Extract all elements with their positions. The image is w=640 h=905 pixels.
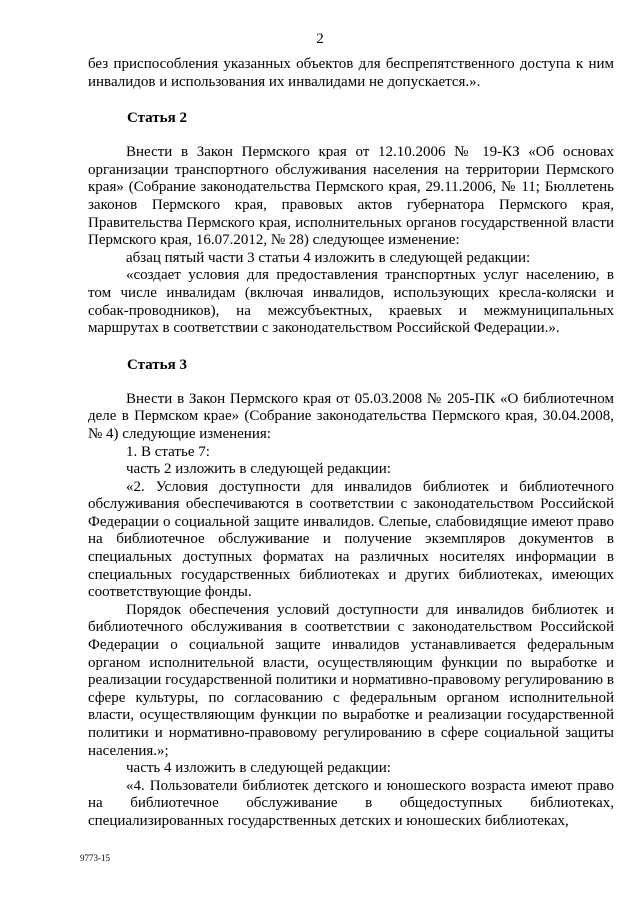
spacer <box>88 91 614 109</box>
article-2-paragraph: «создает условия для предоставления транспортных услуг населению, в том числе инвалидам (включая инвалидов, использующих кресла-коляски и собак-проводников), на межсубъектных, краевых и межмуниципальных маршрутах в соответствии с законодательством Российской Федерации.». <box>88 267 614 337</box>
spacer <box>88 374 614 391</box>
article-2-paragraph: абзац пятый части 3 статьи 4 изложить в следующей редакции: <box>126 249 531 266</box>
article-2-heading: Статья 2 <box>127 110 187 127</box>
document-code: 9773-15 <box>80 853 110 863</box>
article-3-paragraph: «4. Пользователи библиотек детского и юношеского возраста имеют право на библиотечное обслуживание в общедоступных библиотеках, специализированных государственных детских и юношеских библиотеках, <box>88 777 614 829</box>
article-3-heading: Статья 3 <box>127 356 187 373</box>
article-2-paragraph: Внести в Закон Пермского края от 12.10.2006 № 19-КЗ «Об основах организации транспортного обслуживания населения на территории Пермского края» (Собрание законодательства Пермского края, 29.11.2006, № 11; Бюллетень законов Пермского края, правовых актов губернатора Пермского края, Правительства Пермского края, исполнительных органов государственной власти Пермского края, 16.07.2012, № 28) следующее изменение: <box>88 144 614 249</box>
document-body <box>88 56 614 831</box>
article-3-paragraph: Внести в Закон Пермского края от 05.03.2008 № 205-ПК «О библиотечном деле в Пермском крае» (Собрание законодательства Пермского края, 30.04.2008, № 4) следующие изменения: <box>88 390 614 442</box>
spacer <box>88 338 614 356</box>
intro-paragraph: без приспособления указанных объектов для беспрепятственного доступа к ним инвалидов и использования их инвалидами не допускается.». <box>88 56 614 90</box>
article-3-paragraph: часть 4 изложить в следующей редакции: <box>126 760 391 777</box>
article-3-paragraph: Порядок обеспечения условий доступности для инвалидов библиотек и библиотечного обслуживания в соответствии с законодательством Российской Федерации о социальной защите инвалидов устанавливается федеральным органом исполнительной власти, осуществляющим функции по выработке и реализации государственной политики и нормативно-правовому регулированию в сфере культуры, по согласованию с федеральным органом исполнительной власти, осуществляющим функции по выработке и реализации государственной политики и нормативно-правовому регулированию в сфере социальной защиты населения.»; <box>88 601 614 759</box>
article-3-paragraph: 1. В статье 7: <box>126 443 210 460</box>
spacer <box>88 127 614 144</box>
article-3-paragraph: «2. Условия доступности для инвалидов библиотек и библиотечного обслуживания обеспечиваются в соответствии с законодательством Российской Федерации о социальной защите инвалидов. Слепые, слабовидящие имеют право на библиотечное обслуживание и получение экземпляров документов в специальных доступных форматах на различных носителях информации в специальных государственных библиотеках и других библиотеках, имеющих соответствующие фонды. <box>88 478 614 601</box>
article-3-paragraph: часть 2 изложить в следующей редакции: <box>126 461 391 478</box>
page-number: 2 <box>316 31 324 47</box>
